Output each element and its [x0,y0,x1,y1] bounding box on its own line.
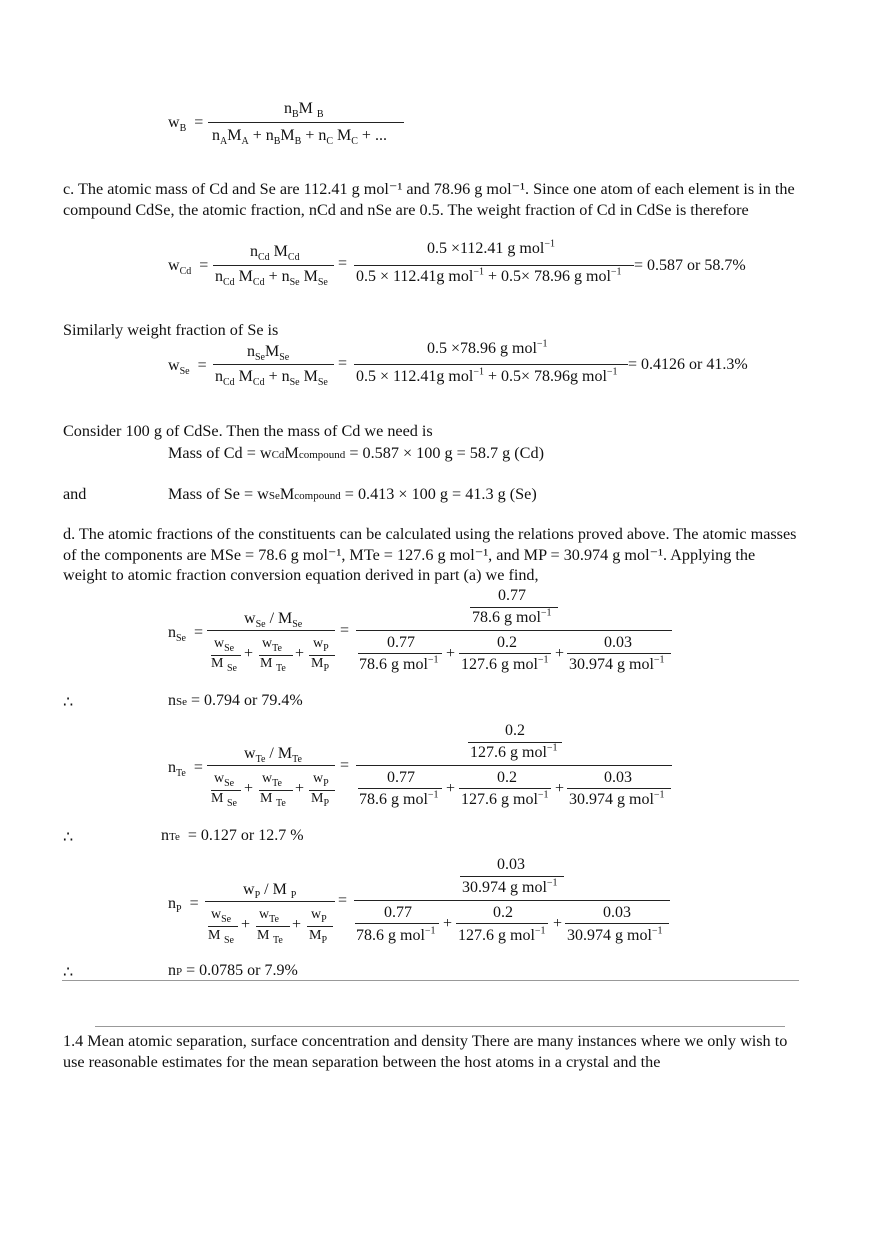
therefore-symbol: ∴ [63,829,74,846]
wCd-den1: $n_{Cd}$ $M_{Cd} + n_{Se}$ $M_{Se}$ [215,268,328,289]
wSe-den1: $n_{Cd}$ $M_{Cd} + n_{Se}$ $M_{Se}$ [215,368,328,389]
nP-lhs: $n_P$ = [168,895,199,916]
wCd-den2: 0.5 × 112.41g mol$^{-1}$ + 0.5× 78.96 g mol$^{-1}$ [356,266,622,285]
part-c-paragraph: c. The atomic mass of Cd and Se are 112.41 g mol⁻¹ and 78.96 g mol⁻¹. Since one atom of each element is in the compound CdSe, the atomic fraction, nCd and nSe are 0.5. The weight fraction of Cd in CdSe is therefore [63,180,795,219]
wSe-num1: $n_{Se}M_{Se}$ [247,343,290,364]
therefore-symbol: ∴ [63,964,74,981]
mass-cd: Mass of Cd = wCdMcompound = 0.587 × 100 g = 58.7 g (Cd) [168,444,544,462]
nSe-result: nSe = 0.794 or 79.4% [168,692,303,709]
wSe-den2: 0.5 × 112.41g mol$^{-1}$ + 0.5× 78.96g mol$^{-1}$ [356,366,618,385]
section-1-4-paragraph: 1.4 Mean atomic separation, surface concentration and density There are many instances where we only wish to use reasonable estimates for the mean separation between the host atoms in a crystal and the [63,1032,788,1071]
wB-lhs: $w_B$ = [168,114,204,135]
therefore-symbol: ∴ [63,694,74,711]
wSe-num2: 0.5 ×78.96 g mol$^{-1}$ [427,338,548,357]
nSe-lhs: $n_{Se}$ = [168,624,204,645]
nP-result: nP = 0.0785 or 7.9% [168,962,298,979]
nTe-result: nTe = 0.127 or 12.7 % [161,827,304,844]
wB-denominator: $n_AM_A + n_BM_B + n_C$ $M_C$ + ... [212,127,387,148]
part-d-paragraph: d. The atomic fractions of the constituents can be calculated using the relations proved above. The atomic masses of the components are MSe = 78.6 g mol⁻¹, MTe = 127.6 g mol⁻¹, and MP = 30.974 g mol⁻¹. Applying the weight to atomic fraction conversion equation derived in part (a) we find, [63,525,797,584]
wSe-result: = 0.4126 or 41.3% [628,356,748,373]
wSe-lhs: $w_{Se}$ = [168,357,207,378]
wCd-lhs: $w_{Cd}$ = [168,257,209,278]
nTe-lhs: $n_{Te}$ = [168,759,203,780]
separator-rule [62,980,799,981]
separator-rule [95,1026,785,1027]
consider-text: Consider 100 g of CdSe. Then the mass of Cd we need is [63,422,433,440]
wB-numerator: $n_BM$ $_B$ [284,100,324,121]
and-text: and [63,485,87,503]
similarly-text: Similarly weight fraction of Se is [63,321,279,339]
wCd-num1: $n_{Cd}$ $M_{Cd}$ [250,243,300,264]
mass-se: Mass of Se = wSeMcompound = 0.413 × 100 g = 41.3 g (Se) [168,485,537,503]
wCd-num2: 0.5 ×112.41 g mol$^{-1}$ [427,238,555,257]
wCd-result: = 0.587 or 58.7% [634,257,746,274]
